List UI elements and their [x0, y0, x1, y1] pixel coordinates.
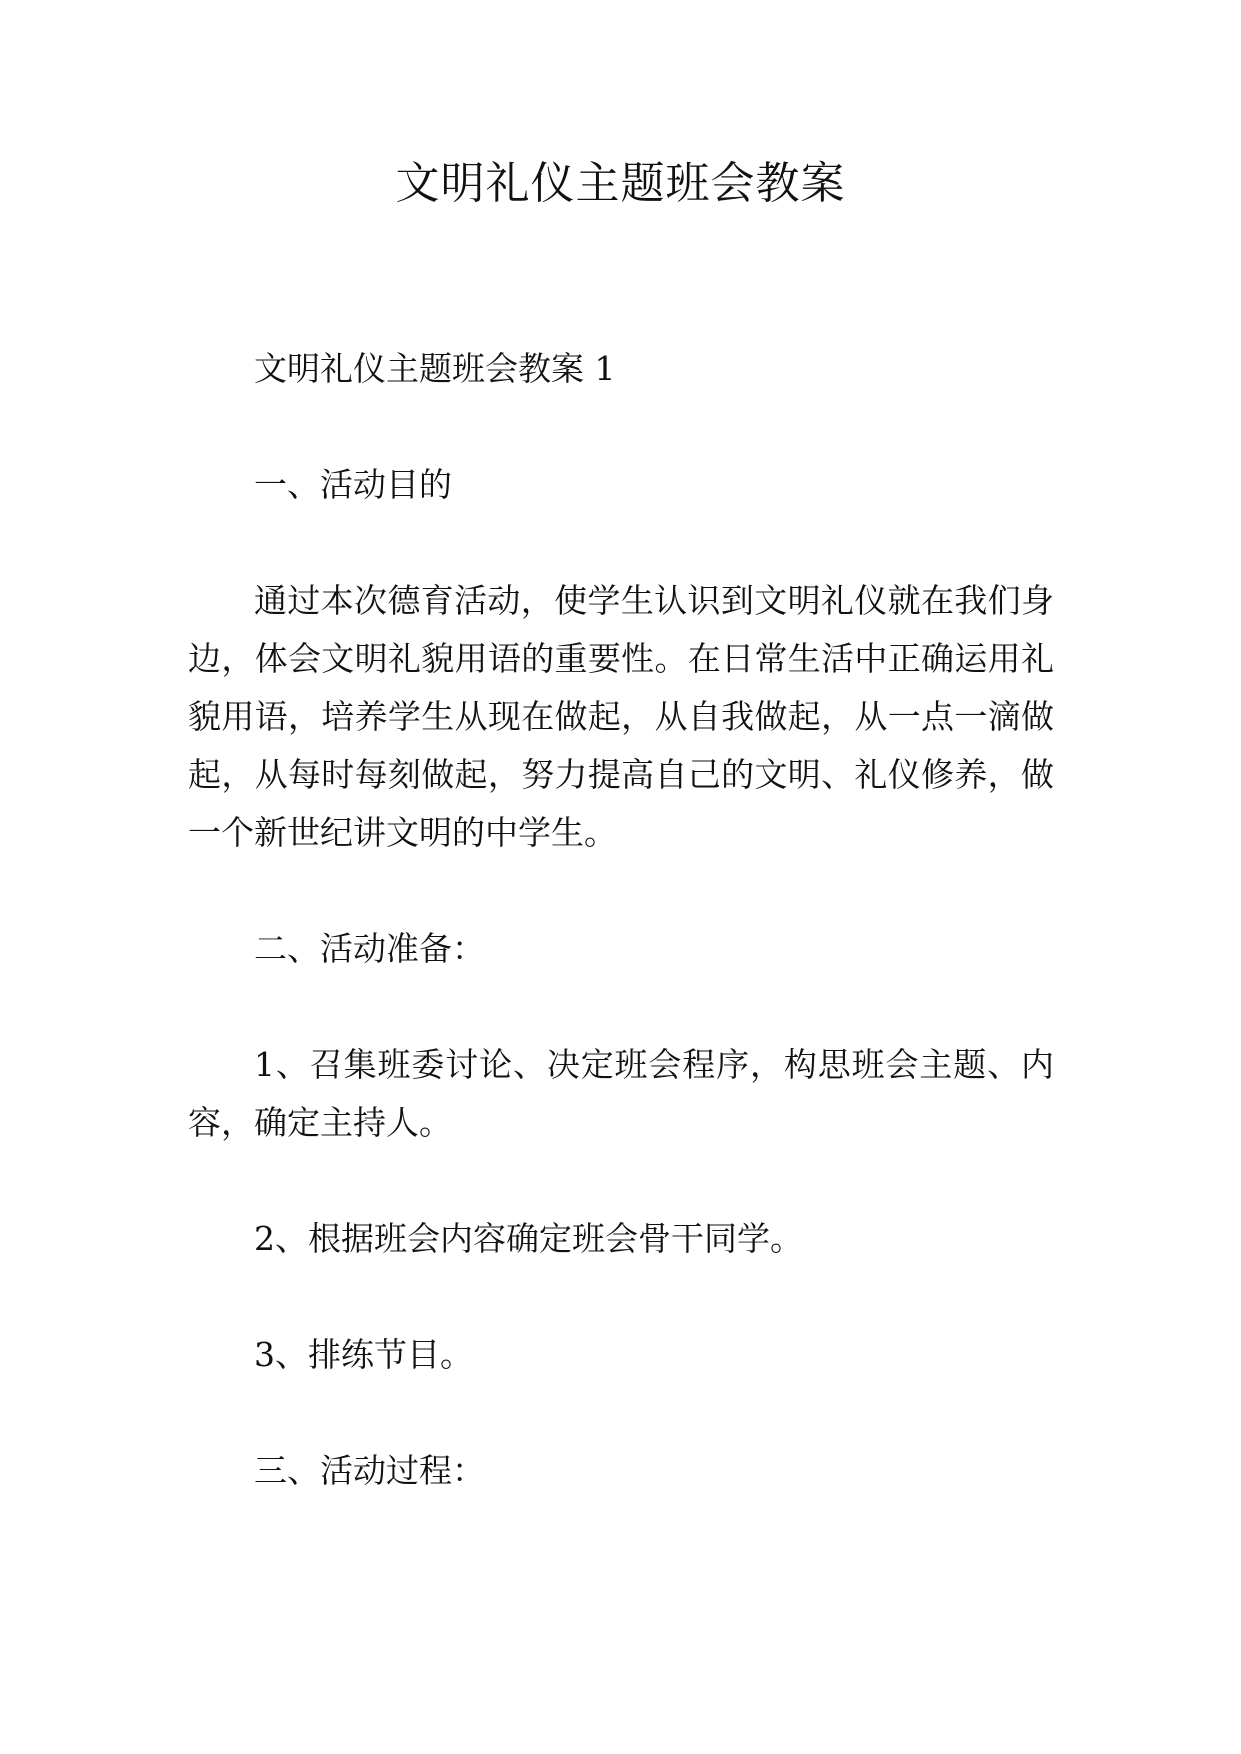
spacer [188, 1384, 1054, 1442]
spacer [188, 398, 1054, 456]
spacer [188, 1268, 1054, 1326]
prep-item: 2、根据班会内容确定班会骨干同学。 [254, 1219, 803, 1258]
prep-item: 3、排练节目。 [254, 1335, 473, 1374]
spacer [188, 1152, 1054, 1210]
lesson-plan-subtitle: 文明礼仪主题班会教案 1 [254, 349, 616, 388]
document-title: 文明礼仪主题班会教案 [395, 158, 846, 209]
section-heading-process: 三、活动过程： [254, 1451, 485, 1490]
document-body [188, 340, 1054, 1500]
prep-item: 1、召集班委讨论、决定班会程序，构思班会主题、内容，确定主持人。 [188, 1045, 1054, 1142]
section-heading-preparation: 二、活动准备： [254, 929, 485, 968]
spacer [188, 514, 1054, 572]
spacer [188, 978, 1054, 1036]
section-heading-purpose: 一、活动目的 [254, 465, 452, 504]
purpose-paragraph: 通过本次德育活动，使学生认识到文明礼仪就在我们身边，体会文明礼貌用语的重要性。在日常生活中正确运用礼貌用语，培养学生从现在做起，从自我做起，从一点一滴做起，从每时每刻做起，努力提高自己的文明、礼仪修养，做一个新世纪讲文明的中学生。 [188, 581, 1054, 852]
spacer [188, 862, 1054, 920]
